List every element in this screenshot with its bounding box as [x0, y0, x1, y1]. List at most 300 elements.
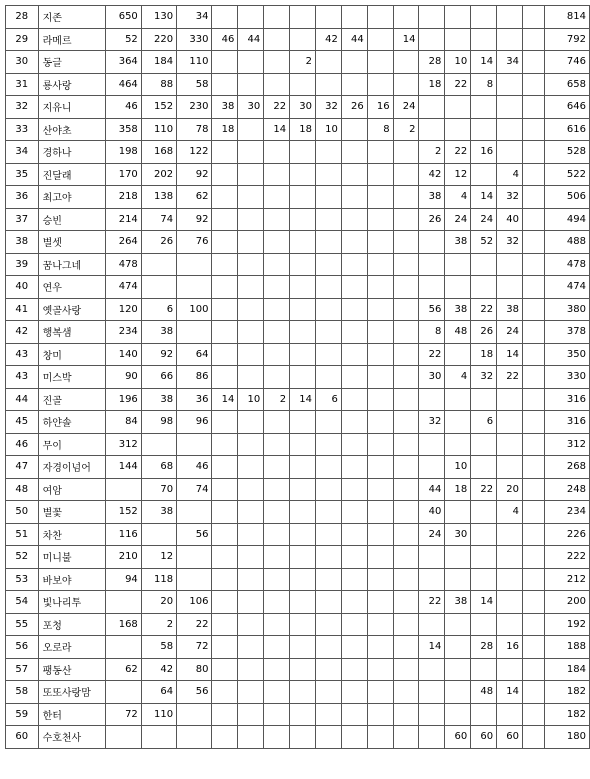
score-cell: [393, 703, 419, 726]
score-cell: 464: [106, 73, 141, 96]
score-cell: 12: [445, 163, 471, 186]
score-cell: [471, 703, 497, 726]
score-cell: [367, 163, 393, 186]
score-cell: [315, 568, 341, 591]
score-cell: [471, 456, 497, 479]
score-cell: [341, 73, 367, 96]
score-cell: [177, 433, 212, 456]
score-cell: [367, 523, 393, 546]
total-cell: 192: [545, 613, 590, 636]
score-cell: [264, 253, 290, 276]
score-cell: [393, 568, 419, 591]
nickname-cell: 최고야: [38, 186, 106, 209]
score-cell: [497, 433, 523, 456]
score-cell: 92: [141, 343, 176, 366]
empty-cell: [522, 366, 544, 389]
score-cell: [264, 411, 290, 434]
score-cell: 22: [419, 343, 445, 366]
total-cell: 234: [545, 501, 590, 524]
score-cell: [393, 321, 419, 344]
score-cell: 44: [341, 28, 367, 51]
score-cell: [315, 478, 341, 501]
score-cell: 16: [471, 141, 497, 164]
score-cell: [212, 6, 238, 29]
score-cell: [212, 456, 238, 479]
score-cell: [238, 703, 264, 726]
score-cell: [497, 253, 523, 276]
score-cell: [341, 208, 367, 231]
score-cell: [264, 366, 290, 389]
table-row: [6, 433, 590, 456]
score-cell: [393, 591, 419, 614]
score-cell: [264, 6, 290, 29]
score-cell: 38: [141, 501, 176, 524]
score-cell: [315, 276, 341, 299]
empty-cell: [522, 433, 544, 456]
score-cell: 32: [315, 96, 341, 119]
score-cell: [497, 591, 523, 614]
score-cell: [341, 703, 367, 726]
score-cell: 364: [106, 51, 141, 74]
score-cell: [393, 141, 419, 164]
score-cell: [497, 523, 523, 546]
total-cell: 200: [545, 591, 590, 614]
score-cell: [238, 501, 264, 524]
score-cell: 110: [177, 51, 212, 74]
score-cell: 14: [264, 118, 290, 141]
score-cell: 6: [141, 298, 176, 321]
score-cell: [264, 703, 290, 726]
score-cell: [341, 523, 367, 546]
score-cell: 38: [497, 298, 523, 321]
score-cell: 210: [106, 546, 141, 569]
score-cell: 44: [238, 28, 264, 51]
score-cell: 22: [177, 613, 212, 636]
total-cell: 182: [545, 703, 590, 726]
score-cell: [315, 73, 341, 96]
score-cell: [141, 726, 176, 749]
score-cell: 32: [471, 366, 497, 389]
score-cell: 38: [141, 321, 176, 344]
empty-cell: [522, 253, 544, 276]
table-row: [6, 321, 590, 344]
score-cell: [341, 726, 367, 749]
score-cell: [445, 433, 471, 456]
score-cell: [264, 231, 290, 254]
score-cell: [367, 636, 393, 659]
score-cell: [367, 231, 393, 254]
total-cell: 248: [545, 478, 590, 501]
score-cell: 78: [177, 118, 212, 141]
score-cell: [419, 96, 445, 119]
score-cell: [238, 613, 264, 636]
nickname-cell: 무이: [38, 433, 106, 456]
score-cell: [290, 208, 316, 231]
score-cell: 140: [106, 343, 141, 366]
score-cell: [341, 51, 367, 74]
score-cell: 118: [141, 568, 176, 591]
rank-cell: 48: [6, 478, 39, 501]
score-cell: [315, 163, 341, 186]
score-cell: [419, 546, 445, 569]
score-cell: [238, 591, 264, 614]
table-row: [6, 411, 590, 434]
rank-cell: 28: [6, 6, 39, 29]
score-cell: [341, 411, 367, 434]
score-cell: 100: [177, 298, 212, 321]
score-cell: [177, 568, 212, 591]
score-cell: [341, 456, 367, 479]
score-cell: [367, 411, 393, 434]
score-cell: 30: [445, 523, 471, 546]
score-cell: [141, 433, 176, 456]
nickname-cell: 자경이넘어: [38, 456, 106, 479]
nickname-cell: 미스박: [38, 366, 106, 389]
score-cell: [419, 231, 445, 254]
rank-cell: 46: [6, 433, 39, 456]
score-cell: [393, 276, 419, 299]
table-row: [6, 51, 590, 74]
score-cell: 330: [177, 28, 212, 51]
score-cell: 202: [141, 163, 176, 186]
score-cell: 22: [445, 73, 471, 96]
score-cell: 56: [177, 523, 212, 546]
empty-cell: [522, 163, 544, 186]
score-cell: [290, 636, 316, 659]
nickname-cell: 꿈나그네: [38, 253, 106, 276]
score-cell: [315, 636, 341, 659]
score-cell: [393, 231, 419, 254]
table-row: [6, 636, 590, 659]
score-cell: [212, 568, 238, 591]
rank-cell: 60: [6, 726, 39, 749]
nickname-cell: 승빈: [38, 208, 106, 231]
score-cell: 4: [445, 186, 471, 209]
nickname-cell: 창미: [38, 343, 106, 366]
score-cell: [264, 636, 290, 659]
score-cell: 6: [471, 411, 497, 434]
table-row: [6, 523, 590, 546]
score-cell: [264, 658, 290, 681]
score-cell: [290, 366, 316, 389]
score-cell: [393, 546, 419, 569]
score-cell: 46: [212, 28, 238, 51]
score-cell: [290, 276, 316, 299]
score-cell: [290, 546, 316, 569]
score-cell: [341, 681, 367, 704]
score-cell: [367, 343, 393, 366]
empty-cell: [522, 28, 544, 51]
score-cell: [212, 433, 238, 456]
rank-cell: 52: [6, 546, 39, 569]
nickname-cell: 하얀솔: [38, 411, 106, 434]
score-cell: 264: [106, 231, 141, 254]
score-cell: [393, 613, 419, 636]
total-cell: 212: [545, 568, 590, 591]
nickname-cell: 한터: [38, 703, 106, 726]
nickname-cell: 오로라: [38, 636, 106, 659]
empty-cell: [522, 546, 544, 569]
score-cell: [264, 726, 290, 749]
empty-cell: [522, 51, 544, 74]
empty-cell: [522, 73, 544, 96]
score-cell: [238, 343, 264, 366]
score-cell: 16: [367, 96, 393, 119]
total-cell: 506: [545, 186, 590, 209]
score-cell: [393, 681, 419, 704]
empty-cell: [522, 118, 544, 141]
score-cell: [445, 658, 471, 681]
score-cell: [471, 276, 497, 299]
score-cell: [264, 28, 290, 51]
score-cell: [367, 681, 393, 704]
empty-cell: [522, 298, 544, 321]
score-cell: [238, 73, 264, 96]
score-cell: 52: [471, 231, 497, 254]
score-cell: [367, 456, 393, 479]
score-cell: 24: [497, 321, 523, 344]
score-cell: [445, 568, 471, 591]
empty-cell: [522, 726, 544, 749]
rank-cell: 35: [6, 163, 39, 186]
empty-cell: [522, 141, 544, 164]
score-cell: [264, 186, 290, 209]
score-cell: [367, 388, 393, 411]
total-cell: 478: [545, 253, 590, 276]
score-cell: [367, 613, 393, 636]
score-cell: 98: [141, 411, 176, 434]
score-cell: [315, 613, 341, 636]
score-cell: [497, 703, 523, 726]
score-cell: 24: [419, 523, 445, 546]
score-cell: 22: [471, 478, 497, 501]
ranking-table: [5, 5, 590, 749]
score-cell: 4: [497, 501, 523, 524]
score-cell: [341, 163, 367, 186]
table-row: [6, 163, 590, 186]
table-row: [6, 703, 590, 726]
nickname-cell: 지존: [38, 6, 106, 29]
empty-cell: [522, 6, 544, 29]
score-cell: [264, 456, 290, 479]
score-cell: [177, 546, 212, 569]
score-cell: [290, 478, 316, 501]
score-cell: [238, 546, 264, 569]
score-cell: [264, 433, 290, 456]
score-cell: 14: [393, 28, 419, 51]
total-cell: 488: [545, 231, 590, 254]
empty-cell: [522, 343, 544, 366]
score-cell: 40: [497, 208, 523, 231]
score-cell: [106, 591, 141, 614]
table-row: [6, 298, 590, 321]
table-body: [6, 6, 590, 749]
nickname-cell: 라메르: [38, 28, 106, 51]
score-cell: [212, 523, 238, 546]
score-cell: [419, 388, 445, 411]
score-cell: 4: [445, 366, 471, 389]
rank-cell: 47: [6, 456, 39, 479]
score-cell: [238, 231, 264, 254]
score-cell: [264, 523, 290, 546]
total-cell: 182: [545, 681, 590, 704]
empty-cell: [522, 568, 544, 591]
empty-cell: [522, 478, 544, 501]
score-cell: [419, 276, 445, 299]
total-cell: 188: [545, 636, 590, 659]
score-cell: [471, 253, 497, 276]
score-cell: 30: [419, 366, 445, 389]
score-cell: [212, 478, 238, 501]
score-cell: [212, 321, 238, 344]
score-cell: 8: [419, 321, 445, 344]
score-cell: [393, 456, 419, 479]
table-row: [6, 726, 590, 749]
score-cell: [419, 28, 445, 51]
score-cell: [393, 726, 419, 749]
score-cell: [497, 276, 523, 299]
score-cell: 24: [471, 208, 497, 231]
total-cell: 378: [545, 321, 590, 344]
score-cell: 42: [419, 163, 445, 186]
score-cell: [264, 276, 290, 299]
score-cell: 38: [445, 591, 471, 614]
score-cell: 14: [471, 51, 497, 74]
score-cell: [264, 73, 290, 96]
score-cell: 66: [141, 366, 176, 389]
score-cell: [367, 366, 393, 389]
score-cell: 196: [106, 388, 141, 411]
score-cell: [341, 366, 367, 389]
score-cell: [419, 726, 445, 749]
score-cell: 122: [177, 141, 212, 164]
total-cell: 380: [545, 298, 590, 321]
total-cell: 616: [545, 118, 590, 141]
score-cell: 18: [212, 118, 238, 141]
empty-cell: [522, 456, 544, 479]
rank-cell: 41: [6, 298, 39, 321]
score-cell: [393, 636, 419, 659]
score-cell: 34: [497, 51, 523, 74]
score-cell: [315, 253, 341, 276]
score-cell: [445, 6, 471, 29]
score-cell: 56: [419, 298, 445, 321]
score-cell: [315, 51, 341, 74]
score-cell: [212, 613, 238, 636]
score-cell: [238, 478, 264, 501]
score-cell: 48: [445, 321, 471, 344]
score-cell: [264, 298, 290, 321]
empty-cell: [522, 636, 544, 659]
rank-cell: 53: [6, 568, 39, 591]
score-cell: 18: [419, 73, 445, 96]
score-cell: [341, 343, 367, 366]
total-cell: 658: [545, 73, 590, 96]
score-cell: 42: [315, 28, 341, 51]
score-cell: 106: [177, 591, 212, 614]
score-cell: [315, 501, 341, 524]
nickname-cell: 진골: [38, 388, 106, 411]
score-cell: [290, 73, 316, 96]
score-cell: 22: [445, 141, 471, 164]
score-cell: 14: [290, 388, 316, 411]
score-cell: 18: [290, 118, 316, 141]
score-cell: 92: [177, 163, 212, 186]
score-cell: [212, 141, 238, 164]
score-cell: 474: [106, 276, 141, 299]
total-cell: 316: [545, 411, 590, 434]
score-cell: 26: [141, 231, 176, 254]
rank-cell: 51: [6, 523, 39, 546]
total-cell: 350: [545, 343, 590, 366]
empty-cell: [522, 703, 544, 726]
score-cell: [471, 6, 497, 29]
score-cell: [471, 163, 497, 186]
empty-cell: [522, 658, 544, 681]
score-cell: 10: [238, 388, 264, 411]
score-cell: [290, 343, 316, 366]
score-cell: 64: [141, 681, 176, 704]
score-cell: [238, 186, 264, 209]
score-cell: [341, 118, 367, 141]
empty-cell: [522, 501, 544, 524]
score-cell: [212, 163, 238, 186]
score-cell: [497, 388, 523, 411]
score-cell: 10: [445, 456, 471, 479]
score-cell: [341, 546, 367, 569]
table-row: [6, 118, 590, 141]
score-cell: [315, 726, 341, 749]
total-cell: 474: [545, 276, 590, 299]
nickname-cell: 포청: [38, 613, 106, 636]
score-cell: 22: [497, 366, 523, 389]
table-row: [6, 591, 590, 614]
table-row: [6, 343, 590, 366]
score-cell: [290, 298, 316, 321]
score-cell: 40: [419, 501, 445, 524]
score-cell: [264, 478, 290, 501]
empty-cell: [522, 388, 544, 411]
score-cell: [264, 163, 290, 186]
score-cell: [445, 276, 471, 299]
score-cell: 14: [471, 591, 497, 614]
score-cell: [212, 73, 238, 96]
score-cell: [471, 118, 497, 141]
score-cell: 24: [445, 208, 471, 231]
score-cell: [290, 456, 316, 479]
score-cell: 96: [177, 411, 212, 434]
nickname-cell: 연우: [38, 276, 106, 299]
score-cell: [393, 253, 419, 276]
score-cell: 80: [177, 658, 212, 681]
score-cell: 2: [141, 613, 176, 636]
score-cell: [212, 253, 238, 276]
score-cell: [212, 703, 238, 726]
score-cell: [393, 6, 419, 29]
score-cell: [341, 591, 367, 614]
score-cell: 32: [419, 411, 445, 434]
score-cell: [497, 6, 523, 29]
score-cell: [264, 208, 290, 231]
score-cell: [290, 658, 316, 681]
score-cell: [367, 6, 393, 29]
score-cell: [315, 591, 341, 614]
score-cell: [238, 568, 264, 591]
score-cell: 10: [445, 51, 471, 74]
rank-cell: 33: [6, 118, 39, 141]
score-cell: [315, 456, 341, 479]
score-cell: [238, 118, 264, 141]
